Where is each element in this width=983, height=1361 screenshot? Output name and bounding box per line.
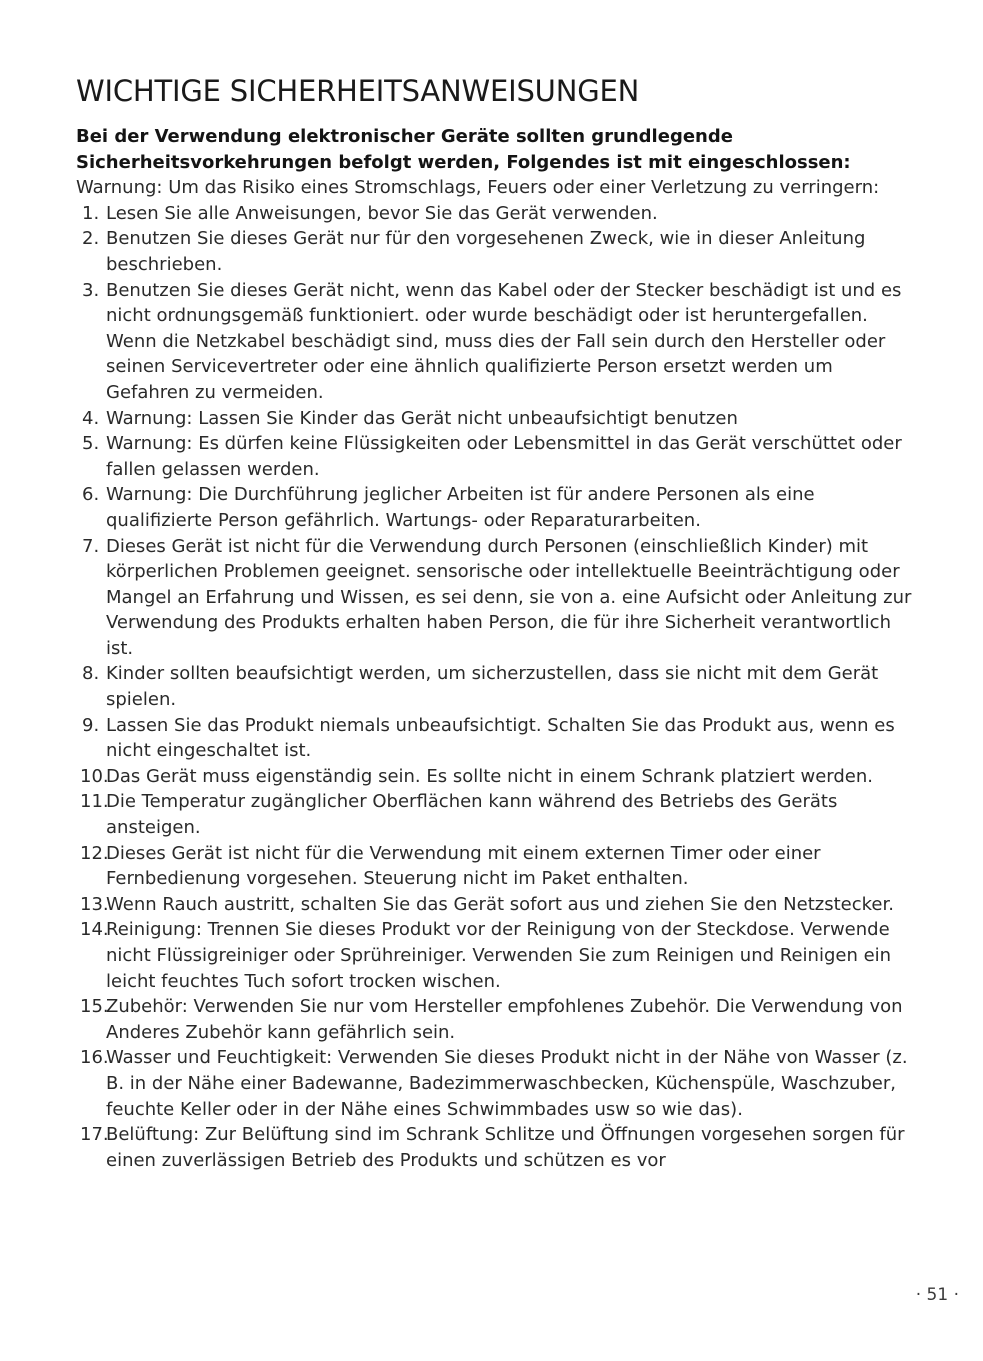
item-number: 16. [80,1047,109,1069]
item-number: 6. [82,484,100,506]
list-item [76,764,916,790]
item-number: 11. [80,791,109,813]
item-text: Warnung: Es dürfen keine Flüssigkeiten oder Lebensmittel in das Gerät verschüttet oder fallen gelassen werden. [106,433,902,480]
list-item [76,841,916,892]
item-number: 7. [82,535,100,557]
item-number: 4. [82,407,100,429]
list-item [76,661,916,712]
intro-bold-text: Bei der Verwendung elektronischer Geräte sollten grundlegende Sicherheitsvorkehrungen befolgt werden, Folgendes ist mit eingeschlossen: [76,126,851,173]
list-item [76,713,916,764]
item-number: 15. [80,996,109,1018]
list-item [76,534,916,662]
item-text: Lassen Sie das Produkt niemals unbeaufsichtigt. Schalten Sie das Produkt aus, wenn es nicht eingeschaltet ist. [106,714,895,762]
item-text: Warnung: Lassen Sie Kinder das Gerät nicht unbeaufsichtigt benutzen [106,407,738,429]
safety-content [76,124,916,1173]
item-number: 17. [80,1124,109,1146]
item-number: 1. [82,202,100,224]
list-item [76,789,916,840]
item-text: Dieses Gerät ist nicht für die Verwendung durch Personen (einschließlich Kinder) mit körperlichen Problemen geeignet. sensorische oder intellektuelle Beeinträchtigung oder Mangel an Erfahrung und Wissen, es sei denn, sie von a. eine Aufsicht oder Anleitung zur Verwendung des Produkts erhalten haben Person, die für ihre Sicherheit verantwortlich ist. [106,535,912,659]
page-title: WICHTIGE SICHERHEITSANWEISUNGEN [76,74,640,108]
item-number: 9. [82,714,100,736]
safety-instructions-list [76,201,916,1174]
list-item [76,278,916,406]
item-number: 5. [82,433,100,455]
item-number: 8. [82,663,100,685]
item-text: Die Temperatur zugänglicher Oberflächen kann während des Betriebs des Geräts ansteigen. [106,791,838,839]
list-item [76,482,916,533]
item-text: Benutzen Sie dieses Gerät nur für den vorgesehenen Zweck, wie in dieser Anleitung beschrieben. [106,228,866,275]
item-text: Das Gerät muss eigenständig sein. Es sollte nicht in einem Schrank platziert werden. [106,765,873,787]
list-item [76,431,916,482]
list-item [76,917,916,994]
list-item [76,892,916,918]
item-text: Wasser und Feuchtigkeit: Verwenden Sie dieses Produkt nicht in der Nähe von Wasser (z. B. in der Nähe einer Badewanne, Badezimmerwaschbecken, Küchenspüle, Waschzuber, feuchte Keller oder in der Nähe eines Schwimmbades usw so wie das). [106,1047,908,1120]
item-text: Zubehör: Verwenden Sie nur vom Hersteller empfohlenes Zubehör. Die Verwendung von Anderes Zubehör kann gefährlich sein. [106,996,903,1043]
list-item [76,1122,916,1173]
list-item [76,226,916,277]
item-number: 14. [80,919,109,941]
item-text: Dieses Gerät ist nicht für die Verwendung mit einem externen Timer oder einer Fernbedienung vorgesehen. Steuerung nicht im Paket enthalten. [106,842,821,890]
item-number: 13. [80,893,109,915]
item-number: 3. [82,279,100,301]
item-number: 10. [80,765,109,787]
item-number: 2. [82,228,100,250]
item-text: Kinder sollten beaufsichtigt werden, um sicherzustellen, dass sie nicht mit dem Gerät spielen. [106,663,879,711]
list-item [76,994,916,1045]
item-text: Belüftung: Zur Belüftung sind im Schrank Schlitze und Öffnungen vorgesehen sorgen für einen zuverlässigen Betrieb des Produkts und schützen es vor [106,1124,905,1171]
intro-warning-text: Warnung: Um das Risiko eines Stromschlags, Feuers oder einer Verletzung zu verringern: [76,177,880,199]
page-number: · 51 · [915,1285,959,1305]
item-text: Benutzen Sie dieses Gerät nicht, wenn das Kabel oder der Stecker beschädigt ist und es nicht ordnungsgemäß funktioniert. oder wurde beschädigt oder ist heruntergefallen. Wenn die Netzkabel beschädigt sind, muss dies der Fall sein durch den Hersteller oder seinen Servicevertreter oder eine ähnlich qualifizierte Person ersetzt werden um Gefahren zu vermeiden. [106,279,902,403]
item-text: Wenn Rauch austritt, schalten Sie das Gerät sofort aus und ziehen Sie den Netzstecker. [106,893,894,915]
list-item [76,1045,916,1122]
list-item [76,406,916,432]
item-number: 12. [80,842,109,864]
list-item [76,201,916,227]
item-text: Lesen Sie alle Anweisungen, bevor Sie das Gerät verwenden. [106,202,658,224]
item-text: Reinigung: Trennen Sie dieses Produkt vor der Reinigung von der Steckdose. Verwende nicht Flüssigreiniger oder Sprühreiniger. Verwenden Sie zum Reinigen und Reinigen ein leicht feuchtes Tuch sofort trocken wischen. [106,919,892,992]
item-text: Warnung: Die Durchführung jeglicher Arbeiten ist für andere Personen als eine qualifizierte Person gefährlich. Wartungs- oder Reparaturarbeiten. [106,484,815,531]
